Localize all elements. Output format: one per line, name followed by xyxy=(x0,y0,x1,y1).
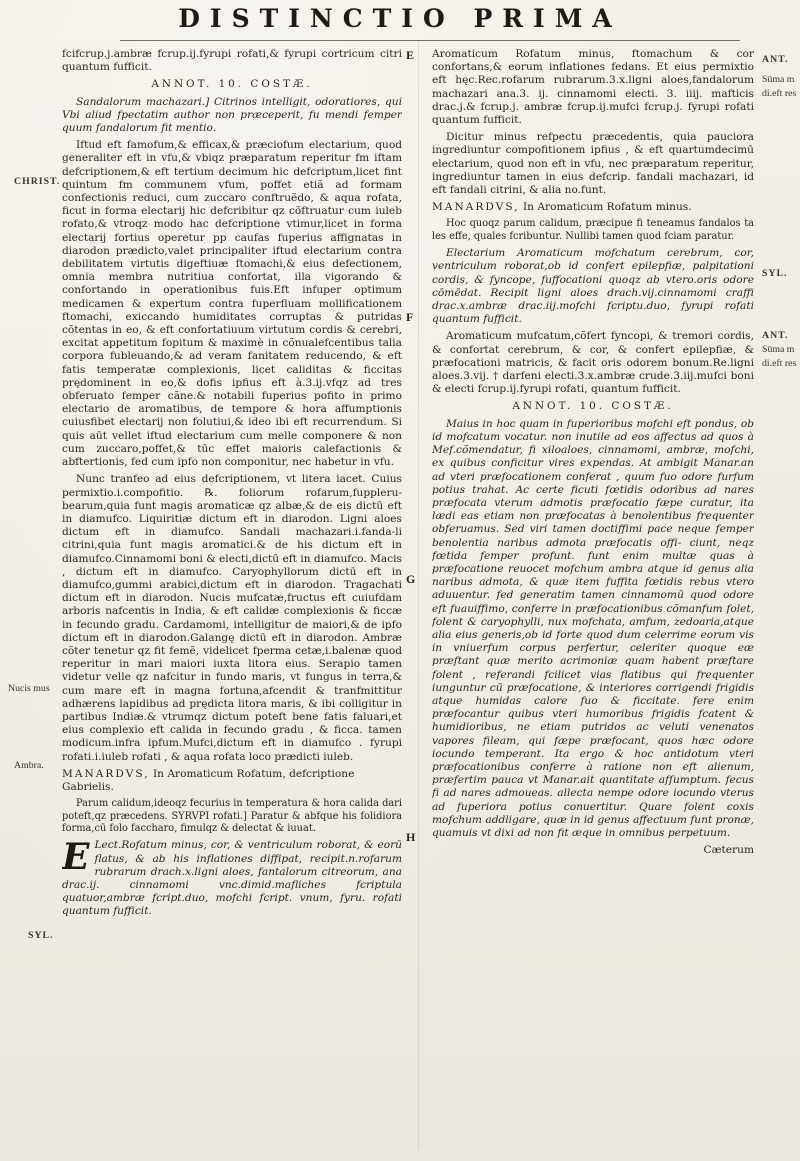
column-gutter xyxy=(418,40,419,1150)
section-letter-h: H xyxy=(406,830,416,844)
left-column xyxy=(62,48,402,1138)
right-annotation-heading: ANNOT. 10. COSTÆ. xyxy=(512,400,674,413)
section-letter-g: G xyxy=(406,572,416,586)
margin-note-syl-left: SYL. xyxy=(28,930,54,941)
left-paragraph-1: Iftud eft famofum,& efficax,& præciofum electarium, quod generaliter eft in vfu,& vbiqz præparatum reperitur fm iftam defcriptionem,& eft tertium decimum hic defcriptum,licet fint quintum fm communem vfum, poffet etiã ad formam confectionis reduci, cum zuccaro conftruẽdo, & aqua rofata, ficut in forma electarij hic defcribitur qz cõftruatur cum iuleb rofato,& vtroqz modo hac defcriptione vtimur,licet in forma electarij fortius operetur pp caufas fuperius affignatas in diarodon prædicto,valet principaliter iftud electarium contra debilitatem virtutis digeftiuæ ftomachi,& eius defectionem, omnia membra nutritiua confortat, illa vigorando & confortando in operationibus fuis.Eft infuper optimum medicamen & expertum contra fuperfluam mollificationem ftomachi, exiccando humiditates corruptas & putridas cõtentas in eo, & eft confortatiuum virtutum cordis & cerebri, excitat appetitum fopitum & maximè in cõnualefcentibus talia corpora fubleuando,& ad veram fanitatem reducendo, & eft fatis temperatæ complexionis, licet caliditas & ficcitas prędominent in eo,& dofis ipfius eft à.3.ij.vfqz ad tres obferuato femper cãne.& notabili fuperius pofito in primo electario de aromatibus, de tempore & hora affumptionis cuiusfibet electarij non folutiui,& ideo ibi eft recurrendum. Si quis aūt vellet iftud electarium cum melle componere & non cum zuccaro,poffet,& tūc effet maioris calefactionis & abftertionis, fed cum ipfo non componitur, nec habetur in vfu. xyxy=(62,139,402,469)
left-annotation-text: Sandalorum machazari.] Citrinos intelligit, odoratiores, qui Vbi aliud fpectatim author non præceperit, fu mendi femper quum fandalorum fit mentio. xyxy=(62,95,402,135)
right-manardus-title: In Aromaticum Rofatum minus. xyxy=(522,201,692,214)
left-electarium-paragraph xyxy=(62,836,402,918)
right-manardus-note: Hoc quoqz parum calidum, præcipue fi teneamus fandalos ta les effe, quales fcribuntur. Nullibi tamen quod fciam paratur. xyxy=(432,218,754,242)
left-manardus-author: MANARDVS, xyxy=(62,767,150,780)
left-paragraph-0: fcifcrup.j.ambræ fcrup.ij.fyrupi rofati,& fyrupi cortricum citri quantum fufficit. xyxy=(62,48,402,74)
right-column xyxy=(432,48,754,1138)
margin-note-ant-top: ANT. xyxy=(762,54,789,65)
right-paragraph-2: Dicitur minus refpectu præcedentis, quia pauciora ingrediuntur compofitionem ipfius , & eft quartumdecimū electarium, quod non eft in vfu, nec præparatum reperitur, ingrediuntur tamen in eius defcrip. fandali machazari, id eft fandali citrini, & alia no.funt. xyxy=(432,131,754,197)
left-electarium-text: Lect.Rofatum minus, cor, & ventriculum roborat, & eorū flatus, & ab his inflationes diffipat, recipit.n.rofarum rubrarum drach.x.ligni aloes, fantalorum citreorum, ana drac.ij. cinnamomi vnc.dimid.mafliches fcriptula quatuor,ambræ fcript.duo, mofchi fcript. vnum, fyru. rofati quantum fufficit. xyxy=(62,839,402,918)
margin-note-syl-right: SYL. xyxy=(762,268,788,279)
right-manardus-author: MANARDVS, xyxy=(432,201,520,214)
catchword: Cæterum xyxy=(703,844,754,857)
right-annotation-text: Maius in hoc quam in fuperioribus mofchi eft pondus, ob id mofcatum vocatur. non inutile ad eos affectus ad quos à Mef.cõmendatur, fi xiloaloes, cinnamomi, ambræ, mofchi, ex quibus conficitur vires expendas. At ambigit Manar.an ad vteri præfocationem conferat , quum fuo odore furfum potius trahat. Ac certe ficuti fœtidis odoribus ad nares præfocata vterum admotis præfocatio fæpe curatur, ita lædi eas etiam non præfocatas à benolentibus frequenter obferuamus. Sed viri tamen doctiffimi pace neque femper benolentia naribus admota præfocatis offi- ciunt, neqz fœtida femper profunt. funt enim multæ quas à præfocatione reuocet mofchum ambra atque id genus alia naribus admota, & quæ item fuffita fœtidis rebus vtero aduuentur. fed generatim tamen cinnamomū quod odore eft fuauiffimo, conferre in præfocationibus cõmanfum folet, folent & caryophylli, nux mofchata, amfum, zedoaria,atque alia eius generis,ob id forte quod dum celerrime eorum vis in vniuerfum corpus perfertur, celeriter quoque eæ præftant quæ merito acrimoniæ quam habent præftare folent , referandi fcilicet vias flatibus qui frequenter iunguntur cū præfocatione, & interiores corrigendi frigidis atque humidas calore fuo & ficcitate. fere enim præfocantur quibus vteri humoribus frigidis fcatent & humidioribus, ne etiam putridos ac veluti venenatos vapores fileam, qui fæpe præfocant, quos hæc odore iocundo temperant. Ita ergo & hoc antidotum vteri præfocationibus conferre à ratione non eft alienum, præfertim pauca vt Manar.ait quantitate afſumptum. fecus fi ad nares admoueas. allecta nempe odore iocundo vterus ad fuperiora potius conuertitur. Quare folent coxis mofchum addligare, quæ in id genus affectuum funt pronæ, quamuis vt dixi ad non fit æque in omnibus perpetuum. xyxy=(432,417,754,839)
left-manardus-note: Parum calidum,ideoqz fecurius in temperatura & hora calida dari poteft,qz præcedens. SYRVPI rofati.] Paratur & abfque his folidiora forma,cū folo faccharo, fimulqz & delectat & iuuat. xyxy=(62,798,402,834)
left-annotation-heading: ANNOT. 10. COSTÆ. xyxy=(151,78,313,91)
margin-note-christ: CHRIST. xyxy=(14,176,61,187)
section-letter-f: F xyxy=(406,310,414,324)
header-rule xyxy=(120,40,740,41)
margin-note-summa2-a: Sūma m xyxy=(762,344,795,355)
left-paragraph-2: Nunc tranfeo ad eius defcriptionem, vt litera iacet. Cuius permixtio.i.compofitio. ℞. foliorum rofarum,fuppleru-bearum,quia funt magis aromaticæ qz albæ,& de eis dictū eft in diamufco. Liquiritiæ dictum eft in diarodon. Ligni aloes dictum eft in diamufco. Sandali machazari.i.fanda-li citrini,quia funt magis aromatici.& de his dictum eft in diamufco.Cinnamomi boni & electi,dictū eft in diamufco. Macis , dictum eft in diamufco. Caryophyllorum dictū eft in diamufco,gummi arabici,dictum eft in diarodon. Tragachati dictum eft in diarodon. Nucis mufcatæ,fructus eft cuiufdam arboris nafcentis in India, & eft calidæ complexionis & ficcæ in fecundo gradu. Cardamomi, intelligitur de maiori,& de ipfo dictum eft in diarodon.Galangę dictū eft in diarodon. Ambræ cõter tenetur qz fit femẽ, videlicet fperma cetæ,i.balenæ quod reperitur in mari maiori iuxta litora eius. Serapio tamen videtur velle qz nafcitur in fundo maris, vt fungus in terra,& cum mare eft in magna fortuna,afcendit & tranfmittitur adhærens lapidibus ad prędicta litora maris, & ibi colligitur in partibus Indiæ.& vtrumqz dictum poteft bene fatis faluari,et eius complexio eft calida in fecundo gradu , & ficca. tamen modicum.infra ipfum.Mufci,dictum eft in diamufco . fyrupi rofati.i.iuleb rofati , & aqua rofata loco prædicti iuleb. xyxy=(62,473,402,763)
running-header: DISTINCTIO PRIMA xyxy=(178,4,622,33)
right-paragraph-1: Aromaticum Rofatum minus, ftomachum & cor confortans,& eorum inflationes fedans. Et eius permixtio eft hęc.Rec.rofarum rubrarum.3.x.ligni aloes,fandalorum machazari ana.3. ij. cinnamomi electi. 3. iiij. mafticis drac.j.& fcrup.j. ambræ fcrup.ij.mufci fcrup.j. fyrupi rofati quantum fufficit. xyxy=(432,48,754,127)
margin-note-summa1-b: di.eft res xyxy=(762,88,797,99)
right-electarium-mofchatum: Electarium Aromaticum mofchatum cerebrum, cor, ventriculum roborat,ob id confert epilepfiæ, palpitationi cordis, & fyncope, fuffocationi quoqz ab vtero.oris odore cōmēdat. Recipit ligni aloes drach.vij.cinnamomi craffi drac.x.ambræ drac.iij.mofchi fcriptu.duo, fyrupi rofati quantum fufficit. xyxy=(432,247,754,326)
section-letter-e: E xyxy=(406,48,415,62)
margin-note-ambra: Ambra. xyxy=(14,760,44,771)
margin-note-ant-mid: ANT. xyxy=(762,330,789,341)
margin-note-summa1-a: Sūma m xyxy=(762,74,795,85)
margin-note-nucis: Nucis mus xyxy=(8,683,50,694)
margin-note-summa2-b: di.eft res xyxy=(762,358,797,369)
right-manardus-heading xyxy=(432,201,754,214)
left-manardus-heading xyxy=(62,768,402,794)
left-manardus-title: In Aromaticum Rofatum, defcriptione Gabrielis. xyxy=(62,767,355,793)
drop-cap-letter: E xyxy=(62,836,90,879)
right-paragraph-3: Aromaticum mufcatum,cõfert fyncopi, & tremori cordis, & confortat cerebrum, & cor, & confert epilepfiæ, & præfocationi matricis, & facit oris odorem bonum.Re.ligni aloes.3.vij. † darfeni electi.3.x.ambræ crude.3.iij.mufci boni & electi fcrup.ij.fyrupi rofati, quantum fufficit. xyxy=(432,330,754,396)
